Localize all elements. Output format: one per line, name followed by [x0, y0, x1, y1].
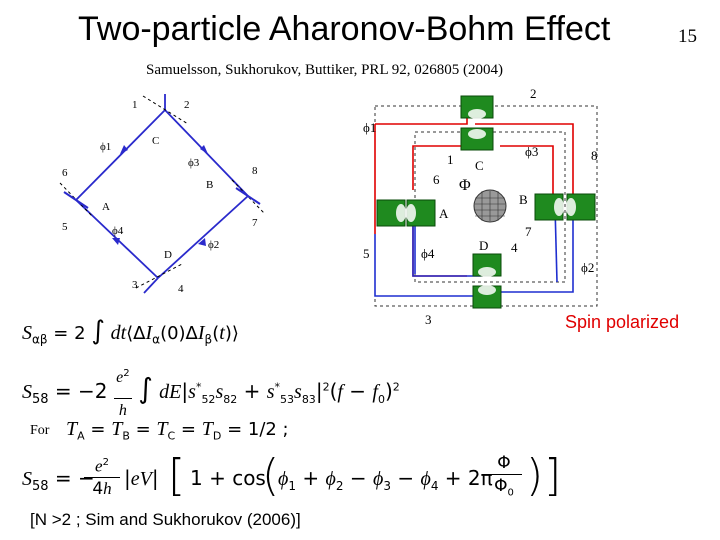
for-label: For [30, 423, 50, 438]
left-terminal-3: 3 [132, 279, 138, 291]
left-terminal-1: 1 [132, 99, 138, 111]
equation-transmissions: $T_A = T_B = T_C = T_D = 1/2$ ; [66, 418, 289, 443]
right-node-b: B [519, 192, 528, 207]
left-phase-3: ϕ3 [188, 157, 200, 169]
left-terminal-6: 6 [62, 167, 68, 179]
slide-number: 15 [678, 26, 697, 47]
slide-title: Two-particle Aharonov-Bohm Effect [78, 10, 611, 48]
left-phase-1: ϕ1 [100, 141, 112, 153]
right-terminal-2: 2 [530, 86, 537, 101]
right-node-c: C [475, 158, 484, 173]
right-phase-3: ϕ3 [525, 144, 539, 159]
right-terminal-3: 3 [425, 312, 432, 326]
right-phase-2: ϕ2 [581, 260, 595, 275]
right-phase-4: ϕ4 [421, 246, 435, 261]
equation-noise-definition: $S_{\alpha\beta} = 2$ ∫ $dt⟨\Delta I_\alpha(0)\Delta I_\beta(t)⟩$ [22, 316, 239, 347]
reference-citation: Samuelsson, Sukhorukov, Buttiker, PRL 92, 026805 (2004) [146, 62, 504, 78]
left-node-c: C [152, 135, 160, 147]
right-terminal-8: 8 [591, 148, 598, 163]
equation-cross-correlation: $S_{58} = -2$ $e^2$ h ∫ $dE|s^*_{52}s_{82} + s^*_{53}s_{83}|^2(f - f_0)^2$ [22, 368, 400, 419]
right-terminal-5: 5 [363, 246, 370, 261]
right-terminal-4: 4 [511, 240, 518, 255]
left-terminal-4: 4 [178, 283, 184, 295]
right-flux-label: Φ [459, 177, 471, 194]
left-phase-2: ϕ2 [208, 239, 220, 251]
right-terminal-1: 1 [447, 152, 454, 167]
footer-citation: [N >2 ; Sim and Sukhorukov (2006)] [30, 510, 301, 529]
right-phase-1: ϕ1 [363, 120, 377, 135]
left-terminal-5: 5 [62, 221, 68, 233]
left-terminal-7: 7 [252, 217, 258, 229]
left-terminal-2: 2 [184, 99, 190, 111]
left-interferometer-diagram [48, 88, 278, 303]
left-terminal-8: 8 [252, 165, 258, 177]
left-node-d: D [164, 249, 172, 261]
right-node-a: A [439, 206, 449, 221]
right-device-diagram [355, 86, 605, 326]
right-node-d: D [479, 238, 489, 253]
right-terminal-7: 7 [525, 224, 532, 239]
spin-polarized-label: Spin polarized [565, 312, 680, 332]
right-terminal-6: 6 [433, 172, 440, 187]
left-node-b: B [206, 179, 214, 191]
left-node-a: A [102, 201, 110, 213]
left-phase-4: ϕ4 [112, 225, 124, 237]
flux-region [474, 190, 506, 222]
